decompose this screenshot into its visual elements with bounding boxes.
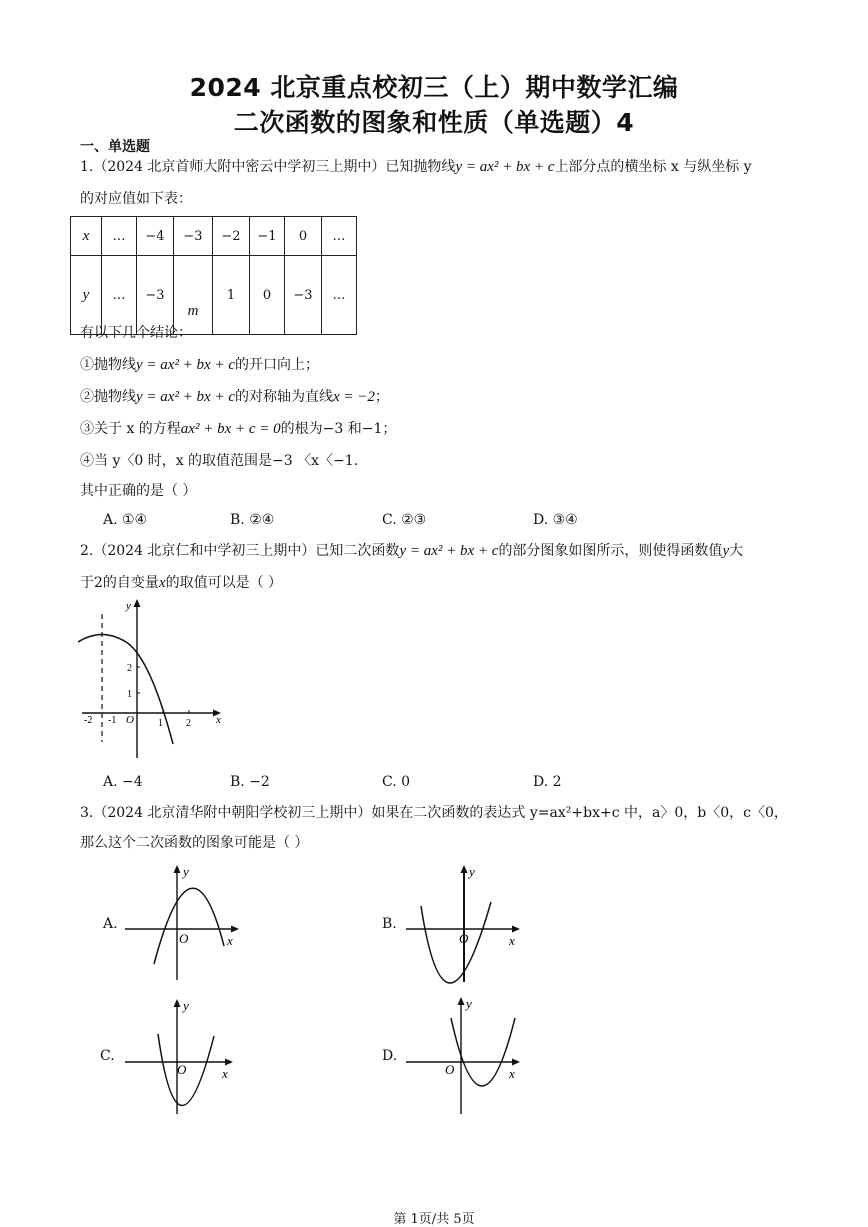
q3-option-a[interactable]: A. [103, 916, 118, 932]
table-row-y: y … −3 m 1 0 −3 … [71, 256, 357, 335]
q3b-xlabel: x [509, 933, 515, 948]
q3d-ylabel: y [466, 996, 472, 1011]
q3b-ylabel: y [469, 864, 475, 879]
q1-ask: 其中正确的是（ ） [80, 483, 197, 499]
q3-option-c[interactable]: C. [100, 1048, 115, 1064]
q1-value-table [70, 216, 357, 335]
q2-option-a[interactable]: A. −4 [103, 774, 143, 790]
q2-xlabel: x [216, 714, 221, 726]
q2-option-b[interactable]: B. −2 [230, 774, 270, 790]
q1-conclusion-3: ③关于 x 的方程ax² + bx + c = 0的根为−3 和−1； [80, 421, 397, 437]
q2-option-c[interactable]: C. 0 [382, 774, 411, 790]
q3a-ylabel: y [183, 864, 189, 879]
q2-option-d[interactable]: D. 2 [533, 774, 562, 790]
title-line-2: 二次函数的图象和性质（单选题）4 [233, 108, 635, 137]
q1-conclusion-2: ②抛物线y = ax² + bx + c的对称轴为直线x = −2； [80, 389, 389, 405]
q3-graph-b[interactable] [403, 862, 528, 986]
q1-conclusion-1: ①抛物线y = ax² + bx + c的开口向上； [80, 357, 319, 373]
q3-option-b[interactable]: B. [382, 916, 397, 932]
q3c-origin: O [177, 1062, 187, 1077]
section-heading: 一、单选题 [80, 139, 150, 155]
q2-tick-y-1: 1 [127, 689, 132, 700]
q2-tick-x-neg2: -2 [84, 715, 93, 726]
q2-tick-x-1: 1 [158, 718, 163, 729]
q1-option-a[interactable]: A. ①④ [103, 512, 148, 528]
q2-stem-line1: 2.（2024 北京仁和中学初三上期中）已知二次函数y = ax² + bx + c的部分图象如图所示，则使得函数值y大 [80, 543, 744, 559]
q3b-origin: O [459, 931, 469, 946]
q3d-xlabel: x [509, 1066, 515, 1081]
q2-graph [78, 596, 228, 764]
q2-tick-x-2: 2 [186, 718, 191, 729]
q2-origin: O [126, 714, 134, 726]
table-row-x: x … −4 −3 −2 −1 0 … [71, 217, 357, 256]
q3-graph-a[interactable] [122, 862, 247, 984]
q1-intro: 有以下几个结论： [80, 325, 192, 341]
q2-ylabel: y [126, 600, 131, 612]
q2-tick-y-2: 2 [127, 663, 132, 674]
q3c-ylabel: y [183, 998, 189, 1013]
q1-option-b[interactable]: B. ②④ [230, 512, 275, 528]
q3-graph-d[interactable] [403, 994, 528, 1118]
q3d-origin: O [445, 1062, 455, 1077]
q1-conclusion-4: ④当 y〈0 时，x 的取值范围是−3 〈x〈−1. [80, 453, 359, 469]
q3-graph-c[interactable] [122, 996, 247, 1118]
q3-option-d[interactable]: D. [382, 1048, 398, 1064]
q1-stem-line2: 的对应值如下表： [80, 191, 192, 207]
q2-stem-line2: 于2的自变量x的取值可以是（ ） [80, 575, 283, 591]
q3c-xlabel: x [222, 1066, 228, 1081]
q3a-xlabel: x [227, 933, 233, 948]
q3-stem-line1: 3.（2024 北京清华附中朝阳学校初三上期中）如果在二次函数的表达式 y=ax²+bx+c 中，a〉0，b〈0，c〈0， [80, 805, 788, 821]
page-footer: 第 1页/共 5页 [393, 1212, 475, 1227]
q3-stem-line2: 那么这个二次函数的图象可能是（ ） [80, 835, 309, 851]
q1-option-c[interactable]: C. ②③ [382, 512, 427, 528]
q3a-origin: O [179, 931, 189, 946]
title-line-1: 2024 北京重点校初三（上）期中数学汇编 [189, 73, 679, 102]
q1-option-d[interactable]: D. ③④ [533, 512, 578, 528]
q2-tick-x-neg1: -1 [108, 715, 117, 726]
q1-stem-line1: 1.（2024 北京首师大附中密云中学初三上期中）已知抛物线y = ax² + bx + c上部分点的横坐标 x 与纵坐标 y [80, 159, 752, 175]
